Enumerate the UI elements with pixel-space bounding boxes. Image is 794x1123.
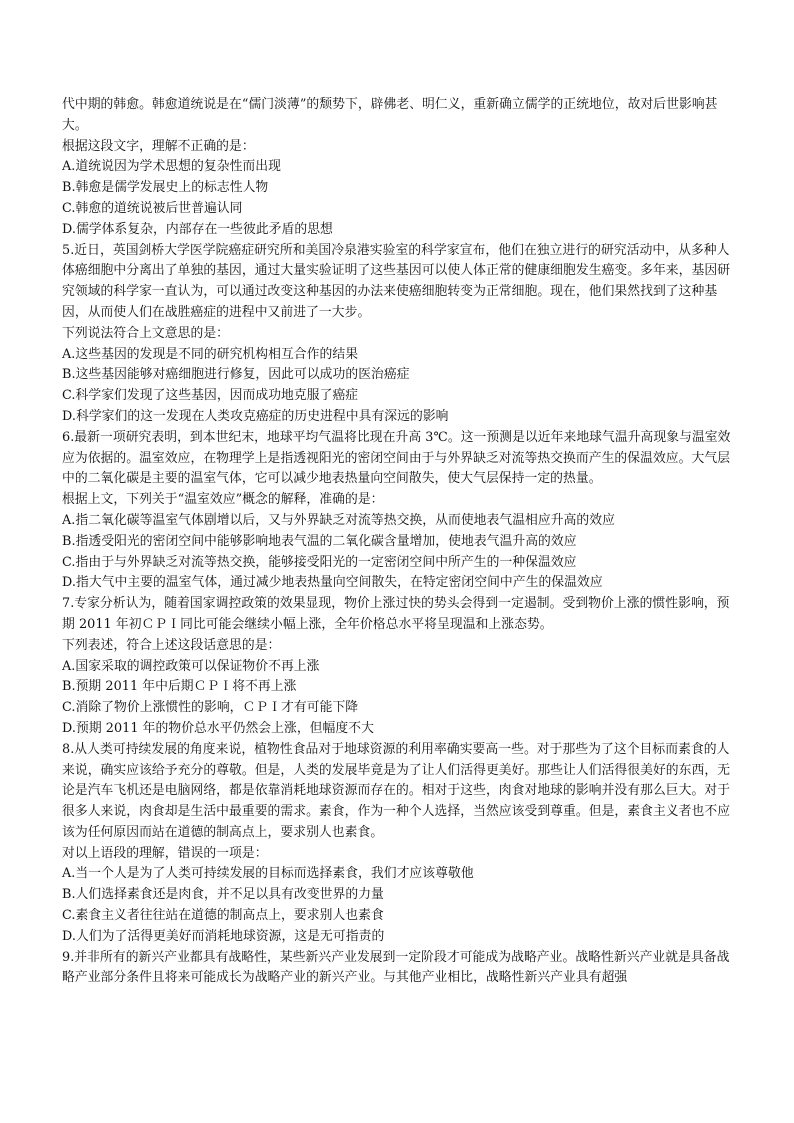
question-stem: 根据上文，下列关于“温室效应”概念的解释，准确的是：: [62, 492, 384, 508]
option-c: C.指由于与外界缺乏对流等热交换，能够接受阳光的一定密闭空间中所产生的一种保温效应: [62, 554, 577, 570]
option-d: D.人们为了活得更美好而消耗地球资源，这是无可指责的: [62, 928, 385, 944]
option-b: B.预期 2011 年中后期ＣＰＩ将不再上涨: [62, 679, 297, 695]
document-body: [62, 95, 742, 989]
option-d: D.科学家们的这一发现在人类攻克癌症的历史进程中具有深远的影响: [62, 408, 449, 424]
option-a: A.指二氧化碳等温室气体剧增以后，又与外界缺乏对流等热交换，从而使地表气温相应升高的效应: [62, 512, 615, 528]
option-d: D.预期 2011 年的物价总水平仍然会上涨，但幅度不大: [62, 720, 374, 736]
question-9-passage: 9.并非所有的新兴产业都具有战略性，某些新兴产业发展到一定阶段才可能成为战略产业。战略性新兴产业就是具备战略产业部分条件且将来可能成长为战略产业的新兴产业。与其他产业相比，战略性新兴产业具有超强: [62, 949, 730, 986]
option-b: B.这些基因能够对癌细胞进行修复，因此可以成功的医治癌症: [62, 367, 410, 383]
option-b: B.人们选择素食还是肉食，并不足以具有改变世界的力量: [62, 887, 384, 903]
option-c: C.韩愈的道统说被后世普遍认同: [62, 200, 243, 216]
question-stem: 下列表述，符合上述这段话意思的是：: [62, 637, 281, 653]
option-b: B.韩愈是儒学发展史上的标志性人物: [62, 180, 269, 196]
option-c: C.消除了物价上涨惯性的影响，ＣＰＩ才有可能下降: [62, 700, 359, 716]
question-stem: 对以上语段的理解，错误的一项是：: [62, 845, 268, 861]
question-7-passage: 7.专家分析认为，随着国家调控政策的效果显现，物价上涨过快的势头会得到一定遏制。受到物价上涨的惯性影响，预期 2011 年初ＣＰＩ同比可能会继续小幅上涨，全年价格总水平将呈现温和上涨态势。: [62, 596, 730, 632]
paragraph-text: 代中期的韩愈。韩愈道统说是在“儒门淡薄”的颓势下，辟佛老、明仁义，重新确立儒学的正统地位，故对后世影响甚大。: [62, 97, 718, 133]
option-c: C.素食主义者往往站在道德的制高点上，要求别人也素食: [62, 908, 384, 924]
question-stem: 根据这段文字，理解不正确的是：: [62, 138, 255, 154]
option-d: D.指大气中主要的温室气体，通过减少地表热量向空间散失，在特定密闭空间中产生的保温效应: [62, 575, 603, 591]
option-a: A.当一个人是为了人类可持续发展的目标而选择素食，我们才应该尊敬他: [62, 866, 474, 882]
question-6-passage: 6.最新一项研究表明，到本世纪末，地球平均气温将比现在升高 3℃。这一预测是以近年来地球气温升高现象与温室效应为依据的。温室效应，在物理学上是指透视阳光的密闭空间由于与外界缺乏对流等热交换而产生的保温效应。大气层中的二氧化碳是主要的温室气体，它可以减少地表热量向空间散失，使大气层保持一定的热量。: [62, 429, 731, 487]
option-a: A.道统说因为学术思想的复杂性而出现: [62, 159, 281, 175]
option-a: A.国家采取的调控政策可以保证物价不再上涨: [62, 658, 320, 674]
option-d: D.儒学体系复杂，内部存在一些彼此矛盾的思想: [62, 221, 333, 237]
question-5-passage: 5.近日，英国剑桥大学医学院癌症研究所和美国冷泉港实验室的科学家宣布，他们在独立进行的研究活动中，从多种人体癌细胞中分离出了单独的基因，通过大量实验证明了这些基因可以使人体正常的健康细胞发生癌变。多年来，基因研究领域的科学家一直认为，可以通过改变这种基因的办法来使癌细胞转变为正常细胞。现在，他们果然找到了这种基因，从而使人们在战胜癌症的进程中又前进了一大步。: [62, 242, 731, 320]
option-a: A.这些基因的发现是不同的研究机构相互合作的结果: [62, 346, 359, 362]
option-c: C.科学家们发现了这些基因，因而成功地克服了癌症: [62, 388, 359, 404]
question-8-passage: 8.从人类可持续发展的角度来说，植物性食品对于地球资源的利用率确实要高一些。对于那些为了这个目标而素食的人来说，确实应该给予充分的尊敬。但是，人类的发展毕竟是为了让人们活得更美好。那些让人们活得很美好的东西，无论是汽车飞机还是电脑网络，都是依靠消耗地球资源而存在的。相对于这些，肉食对地球的影响并没有那么巨大。对于很多人来说，肉食却是生活中最重要的需求。素食，作为一种个人选择，当然应该受到尊重。但是，素食主义者也不应该为任何原因而站在道德的制高点上，要求别人也素食。: [62, 741, 731, 840]
question-stem: 下列说法符合上文意思的是：: [62, 325, 230, 341]
option-b: B.指透受阳光的密闭空间中能够影响地表气温的二氧化碳含量增加，使地表气温升高的效应: [62, 533, 577, 549]
